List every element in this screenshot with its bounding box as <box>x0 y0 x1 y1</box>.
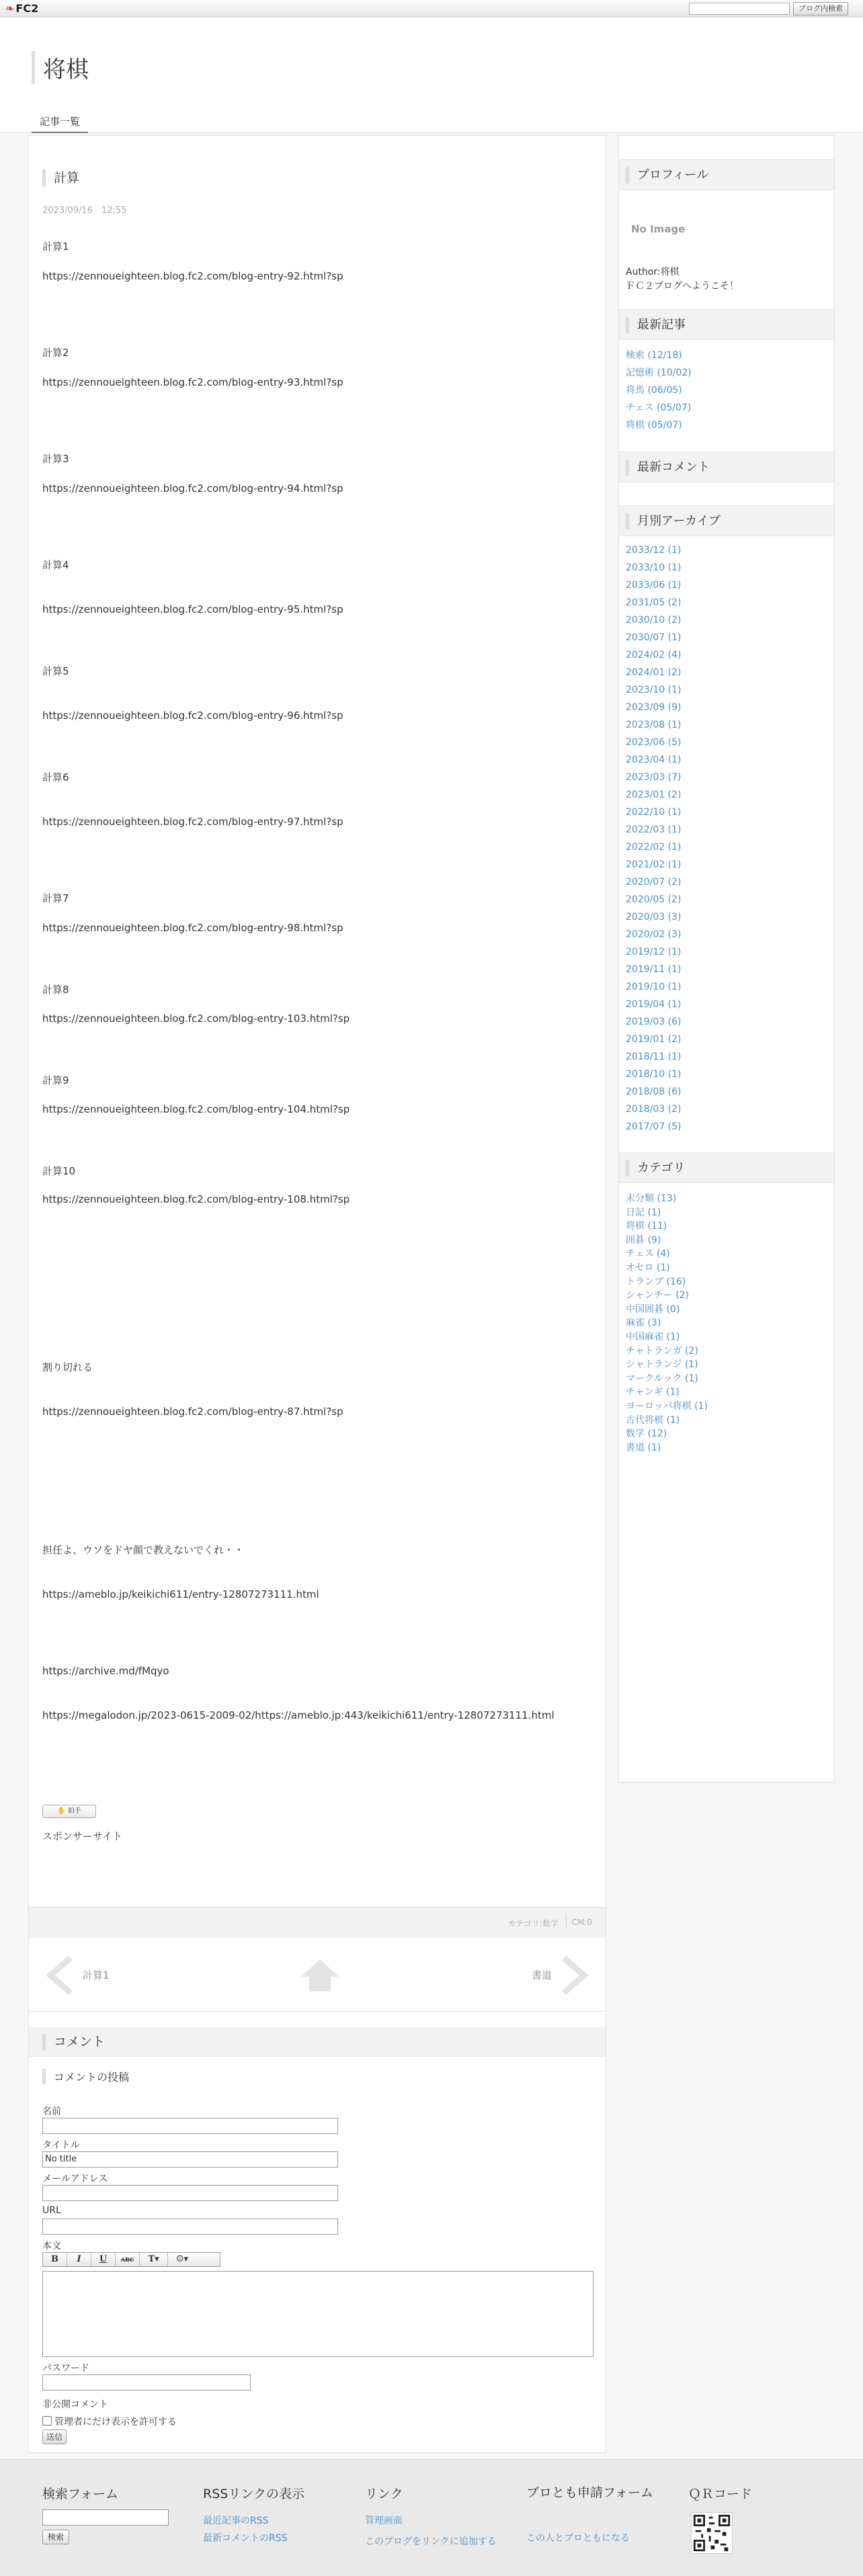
clap-button[interactable] <box>42 1805 96 1818</box>
archive-link[interactable]: 2022/03 (1) <box>626 824 682 835</box>
entry-url: https://zennoueighteen.blog.fc2.com/blog-entry-94.html?sp <box>42 482 343 495</box>
category-link[interactable]: チェス (4) <box>626 1248 670 1260</box>
archives-header <box>619 505 834 536</box>
category-link[interactable]: マークルック (1) <box>626 1373 698 1384</box>
fc2-logo-text: FC2 <box>15 2 39 15</box>
category-link[interactable]: 中国麻雀 (1) <box>626 1332 680 1342</box>
category-link[interactable]: トランプ (16) <box>626 1276 686 1287</box>
archive-link[interactable]: 2019/01 (2) <box>626 1034 682 1045</box>
footer-search-button[interactable]: 検索 <box>42 2530 69 2544</box>
recent-entry-link[interactable]: 検索 (12/18) <box>626 350 682 361</box>
entry-url: https://zennoueighteen.blog.fc2.com/blog-entry-87.html?sp <box>42 1406 343 1418</box>
entry-url: https://zennoueighteen.blog.fc2.com/blog-entry-103.html?sp <box>42 1013 350 1025</box>
archive-link[interactable]: 2023/10 (1) <box>626 685 682 695</box>
title-input[interactable]: No title <box>42 2151 338 2167</box>
entry-title[interactable]: 計算 <box>42 169 79 187</box>
underline-button[interactable]: U <box>91 2253 116 2266</box>
footer-divider <box>566 1916 567 1929</box>
bold-button[interactable]: B <box>43 2253 67 2266</box>
name-label: 名前 <box>42 2106 61 2117</box>
strike-button[interactable]: ABC <box>116 2253 140 2266</box>
entry-line: 計算9 <box>42 1074 69 1086</box>
archive-link[interactable]: 2020/07 (2) <box>626 877 682 888</box>
category-link[interactable]: 囲碁 (9) <box>626 1234 661 1246</box>
profile-welcome: ＦＣ２ブログへようこそ！ <box>626 281 739 292</box>
category-link[interactable]: チャトランガ (2) <box>626 1345 698 1357</box>
comment-body-textarea[interactable] <box>42 2271 593 2357</box>
archive-link[interactable]: 2023/08 (1) <box>626 720 682 730</box>
category-link[interactable]: 書道 (1) <box>626 1442 661 1453</box>
font-button[interactable]: T▾ <box>140 2253 168 2266</box>
name-input[interactable] <box>42 2118 338 2134</box>
categories-title: カテゴリ <box>626 1160 685 1176</box>
categories-header <box>619 1152 834 1183</box>
profile-header <box>619 159 834 190</box>
qr-code-image <box>691 2512 733 2554</box>
archives-title: 月別アーカイブ <box>626 513 721 529</box>
archive-link[interactable]: 2020/03 (3) <box>626 912 682 922</box>
home-icon[interactable] <box>300 1958 340 1993</box>
blog-header <box>0 17 863 133</box>
entry-url: https://zennoueighteen.blog.fc2.com/blog-entry-97.html?sp <box>42 816 343 828</box>
archive-link[interactable]: 2031/05 (2) <box>626 597 682 608</box>
private-label: 非公開コメント <box>42 2399 108 2410</box>
footer-search-input[interactable] <box>42 2509 169 2526</box>
recent-entry-link[interactable]: チェス (05/07) <box>626 402 692 413</box>
category-link[interactable]: 麻雀 (3) <box>626 1318 661 1329</box>
top-search-input[interactable] <box>689 3 790 15</box>
prev-entry-link[interactable]: 計算1 <box>83 1969 110 1981</box>
archive-link[interactable]: 2023/09 (9) <box>626 702 682 713</box>
category-link[interactable]: ヨーロッパ将棋 (1) <box>626 1401 708 1412</box>
next-entry-link[interactable]: 書道 <box>531 1969 552 1981</box>
archive-link[interactable]: 2030/07 (1) <box>626 632 682 643</box>
private-checkbox-label[interactable]: 管理者にだけ表示を許可する <box>54 2417 177 2428</box>
recent-entry-link[interactable]: 将馬 (06/05) <box>626 385 682 396</box>
prev-arrow-icon[interactable] <box>44 1955 76 1995</box>
category-link[interactable]: 未分類 (13) <box>626 1193 677 1204</box>
archive-link[interactable]: 2019/10 (1) <box>626 982 682 992</box>
entry-url: https://zennoueighteen.blog.fc2.com/blog-entry-96.html?sp <box>42 710 343 722</box>
footer-rss-title: RSSリンクの表示 <box>203 2487 304 2501</box>
entry-line: 計算7 <box>42 892 69 904</box>
category-link[interactable]: チャンギ (1) <box>626 1387 680 1398</box>
emoji-button[interactable]: ☺▾ <box>175 2254 189 2264</box>
url-input[interactable] <box>42 2219 338 2235</box>
profile-title: プロフィール <box>626 167 708 183</box>
main-column <box>28 135 606 2453</box>
entry-line: 計算10 <box>42 1165 76 1177</box>
archive-link[interactable]: 2030/10 (2) <box>626 615 682 626</box>
entry-url: https://megalodon.jp/2023-0615-2009-02/https://ameblo.jp:443/keikichi611/entry-12807273111.html <box>42 1709 554 1721</box>
footer-qr-title: ＱＲコード <box>688 2487 753 2501</box>
entry-url: https://archive.md/fMqyo <box>42 1665 169 1677</box>
submit-button[interactable]: 送信 <box>42 2430 67 2444</box>
entry-url: https://ameblo.jp/keikichi611/entry-12807273111.html <box>42 1588 319 1600</box>
archive-link[interactable]: 2023/01 (2) <box>626 789 682 800</box>
clap-label: 拍手 <box>67 1807 81 1815</box>
italic-button[interactable]: I <box>67 2253 91 2266</box>
archive-link[interactable]: 2018/11 (1) <box>626 1051 682 1062</box>
entry-url: https://zennoueighteen.blog.fc2.com/blog-entry-93.html?sp <box>42 376 343 388</box>
category-link[interactable]: 日記 (1) <box>626 1207 661 1218</box>
comment-section-title: コメント <box>42 2034 105 2050</box>
archive-link[interactable]: 2021/02 (1) <box>626 859 682 870</box>
entry-line: 割り切れる <box>42 1361 93 1373</box>
profile-author: Author:将棋 <box>626 267 680 277</box>
entry-line: 計算5 <box>42 665 69 677</box>
footer-link-title: リンク <box>365 2487 403 2501</box>
archive-link[interactable]: 2018/10 (1) <box>626 1069 682 1080</box>
entry-line: 計算2 <box>42 347 69 359</box>
rss-recent-entries-link[interactable]: 最近記事のRSS <box>203 2516 269 2526</box>
entry-comment-count[interactable]: CM:0 <box>571 1918 592 1927</box>
entry-line: 計算6 <box>42 771 69 783</box>
admin-link[interactable]: 管理画面 <box>365 2516 403 2526</box>
archive-link[interactable]: 2017/07 (5) <box>626 1121 682 1132</box>
archive-link[interactable]: 2023/03 (7) <box>626 772 682 783</box>
archive-link[interactable]: 2033/12 (1) <box>626 545 682 556</box>
archive-link[interactable]: 2019/11 (1) <box>626 964 682 975</box>
comment-section-header <box>29 2027 606 2057</box>
entry-line: 計算4 <box>42 559 69 571</box>
fc2-flame-icon: ❧ <box>5 2 15 15</box>
archive-link[interactable]: 2024/02 (4) <box>626 650 682 660</box>
email-input[interactable] <box>42 2185 338 2201</box>
category-link[interactable]: 古代将棋 (1) <box>626 1414 680 1426</box>
friend-request-link[interactable]: この人とブロともになる <box>526 2533 630 2544</box>
category-link[interactable]: 数学 (12) <box>626 1428 667 1440</box>
next-arrow-icon[interactable] <box>559 1955 591 1995</box>
category-link[interactable]: シャトランジ (1) <box>626 1359 698 1371</box>
editor-toolbar <box>42 2252 220 2267</box>
body-label: 本文 <box>42 2241 61 2251</box>
entry-line: 計算1 <box>42 241 69 253</box>
entry-url: https://zennoueighteen.blog.fc2.com/blog-entry-92.html?sp <box>42 270 343 282</box>
fc2-logo[interactable] <box>5 2 38 15</box>
nav-entry-list[interactable]: 記事一覧 <box>32 110 88 133</box>
rss-recent-comments-link[interactable]: 最新コメントのRSS <box>203 2533 288 2544</box>
password-label: パスワード <box>42 2363 89 2374</box>
archive-link[interactable]: 2033/10 (1) <box>626 562 682 573</box>
recent-entry-link[interactable]: 将棋 (05/07) <box>626 420 682 431</box>
email-label: メールアドレス <box>42 2174 108 2184</box>
entry-line: 計算3 <box>42 453 69 465</box>
entry-url: https://zennoueighteen.blog.fc2.com/blog-entry-108.html?sp <box>42 1193 350 1205</box>
archive-link[interactable]: 2019/12 (1) <box>626 947 682 957</box>
comment-form-title: コメントの投稿 <box>42 2069 129 2084</box>
category-link[interactable]: オセロ (1) <box>626 1262 670 1273</box>
recent-entries-header <box>619 309 834 340</box>
entry-pager <box>29 1938 606 2012</box>
archive-link[interactable]: 2024/01 (2) <box>626 667 682 678</box>
recent-comments-header <box>619 452 834 482</box>
add-link-link[interactable]: このブログをリンクに追加する <box>365 2536 497 2547</box>
entry-date: 2023/09/16 12:55 <box>42 206 127 216</box>
archive-link[interactable]: 2022/10 (1) <box>626 807 682 818</box>
entry-url: https://zennoueighteen.blog.fc2.com/blog-entry-95.html?sp <box>42 603 343 615</box>
footer-search-title: 検索フォーム <box>42 2487 119 2501</box>
sponsor-site: スポンサーサイト <box>42 1830 122 1842</box>
clap-icon: ✋ <box>57 1807 66 1815</box>
entry-url: https://zennoueighteen.blog.fc2.com/blog-entry-98.html?sp <box>42 922 343 934</box>
archive-link[interactable]: 2019/04 (1) <box>626 999 682 1010</box>
archive-link[interactable]: 2020/02 (3) <box>626 929 682 940</box>
archive-link[interactable]: 2022/02 (1) <box>626 842 682 853</box>
archive-link[interactable]: 2018/03 (2) <box>626 1104 682 1115</box>
archive-link[interactable]: 2018/08 (6) <box>626 1086 682 1097</box>
fc2-top-bar <box>0 0 863 17</box>
recent-entries-title: 最新記事 <box>626 317 686 333</box>
category-link[interactable]: 将棋 (11) <box>626 1221 667 1232</box>
entry-footer <box>29 1907 606 1938</box>
top-search-button[interactable]: ブログ内検索 <box>793 2 848 15</box>
password-input[interactable] <box>42 2374 251 2391</box>
entry-line: 担任よ、ウソをドヤ顔で教えないでくれ・・ <box>42 1544 245 1556</box>
blog-title[interactable]: 将棋 <box>32 51 89 84</box>
entry-category[interactable]: カテゴリ:数学 <box>507 1919 559 1928</box>
archive-link[interactable]: 2033/06 (1) <box>626 580 682 591</box>
entry-url: https://zennoueighteen.blog.fc2.com/blog-entry-104.html?sp <box>42 1103 350 1115</box>
profile-noimage: No Image <box>631 223 686 235</box>
footer-friend-title: ブロとも申請フォーム <box>526 2485 654 2500</box>
archive-link[interactable]: 2020/05 (2) <box>626 894 682 905</box>
private-checkbox[interactable] <box>42 2416 52 2425</box>
category-link[interactable]: シャンチー (2) <box>626 1290 690 1301</box>
page-footer <box>0 2459 863 2576</box>
title-label: タイトル <box>42 2140 80 2151</box>
recent-comments-title: 最新コメント <box>626 460 710 476</box>
entry-line: 計算8 <box>42 984 69 996</box>
sidebar <box>618 135 835 1783</box>
archive-link[interactable]: 2019/03 (6) <box>626 1017 682 1027</box>
url-label: URL <box>42 2205 61 2216</box>
category-link[interactable]: 中国囲碁 (0) <box>626 1303 680 1315</box>
archive-link[interactable]: 2023/04 (1) <box>626 755 682 765</box>
archive-link[interactable]: 2023/06 (5) <box>626 737 682 748</box>
recent-entry-link[interactable]: 記憶術 (10/02) <box>626 368 692 378</box>
